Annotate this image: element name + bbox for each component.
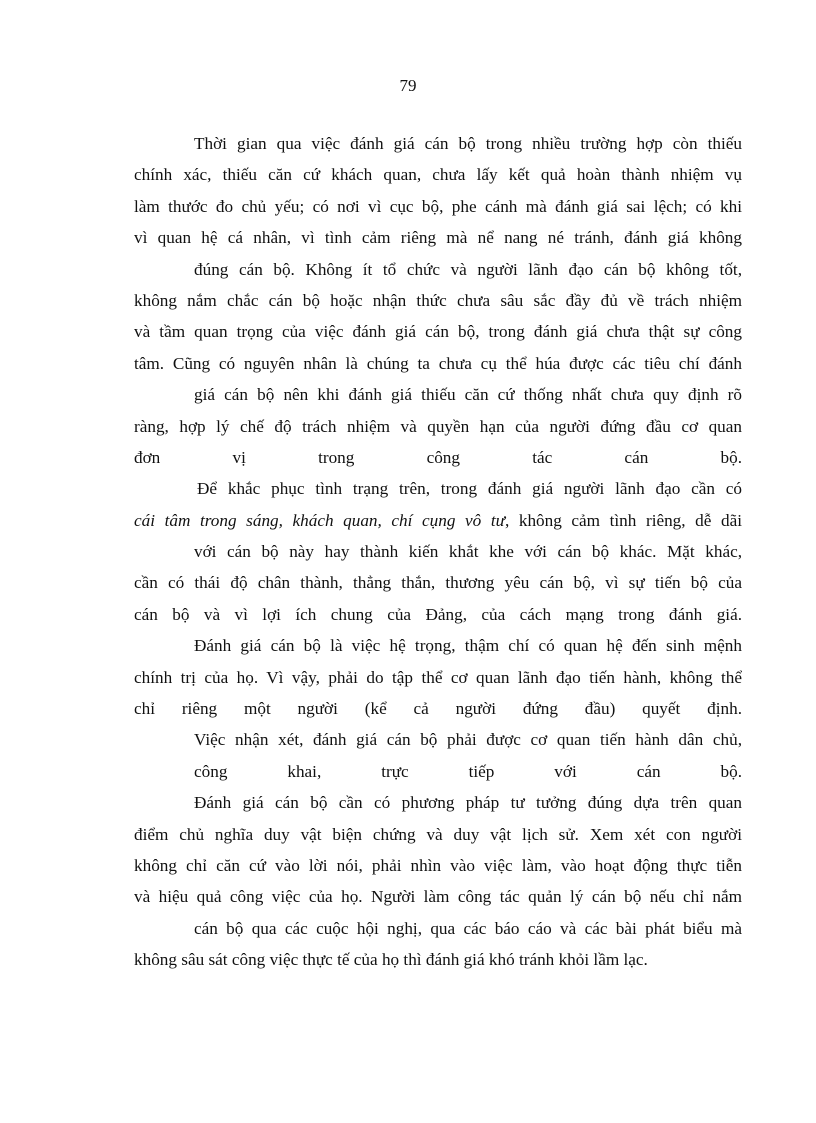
text-line: không nắm chắc cán bộ hoặc nhận thức chưa sâu sắc đầy đủ về trách nhiệm: [134, 290, 742, 310]
text-line: không chỉ căn cứ vào lời nói, phải nhìn vào việc làm, vào hoạt động thực tiễn: [134, 855, 742, 875]
text-line: công khai, trực tiếp với cán bộ.: [194, 761, 742, 781]
text-line: Việc nhận xét, đánh giá cán bộ phải được cơ quan tiến hành dân chủ,: [194, 730, 742, 750]
text-line: Đánh giá cán bộ cần có phương pháp tư tưởng đúng dựa trên quan: [194, 793, 742, 813]
text-line: vì quan hệ cá nhân, vì tình cảm riêng mà nể nang né tránh, đánh giá không: [134, 228, 742, 248]
text-line: điểm chủ nghĩa duy vật biện chứng và duy vật lịch sử. Xem xét con người: [134, 824, 742, 844]
body-text: [134, 128, 742, 976]
text-line: cán bộ qua các cuộc hội nghị, qua các báo cáo và các bài phát biểu mà: [194, 918, 742, 938]
text-line: đơn vị trong công tác cán bộ.: [134, 447, 742, 467]
text-line: làm thước đo chủ yếu; có nơi vì cục bộ, phe cánh mà đánh giá sai lệch; có khi: [134, 196, 742, 216]
text-line: cần có thái độ chân thành, thẳng thắn, thương yêu cán bộ, vì sự tiến bộ của: [134, 573, 742, 593]
text-line: [134, 505, 742, 536]
text-line: Thời gian qua việc đánh giá cán bộ trong nhiều trường hợp còn thiếu: [194, 134, 742, 153]
text-line: và hiệu quả công việc của họ. Người làm công tác quản lý cán bộ nếu chỉ nắm: [134, 887, 742, 907]
text-line: Đánh giá cán bộ là việc hệ trọng, thậm chí có quan hệ đến sinh mệnh: [194, 636, 742, 656]
text-line: Để khắc phục tình trạng trên, trong đánh giá người lãnh đạo cần có: [197, 479, 742, 499]
text-line: không sâu sát công việc thực tế của họ thì đánh giá khó tránh khỏi lầm lạc.: [134, 950, 648, 970]
text-line: chỉ riêng một người (kể cả người đứng đầu) quyết định.: [134, 699, 742, 719]
text-line: giá cán bộ nên khi đánh giá thiếu căn cứ thống nhất chưa quy định rõ: [194, 385, 742, 405]
text-line: cán bộ và vì lợi ích chung của Đảng, của cách mạng trong đánh giá.: [134, 604, 742, 624]
italic-phrase: cái tâm trong sáng, khách quan, chí cụng vô tư: [134, 510, 505, 530]
text-line: đúng cán bộ. Không ít tổ chức và người lãnh đạo cán bộ không tốt,: [194, 259, 742, 279]
text-line: với cán bộ này hay thành kiến khắt khe với cán bộ khác. Mặt khác,: [194, 542, 742, 562]
text-line: và tầm quan trọng của việc đánh giá cán bộ, trong đánh giá chưa thật sự công: [134, 322, 742, 342]
text-line: tâm. Cũng có nguyên nhân là chúng ta chưa cụ thể húa được các tiêu chí đánh: [134, 353, 742, 373]
text-fragment: , không cảm tình riêng, dễ dãi: [504, 510, 742, 530]
text-line: chính trị của họ. Vì vậy, phải do tập thể cơ quan lãnh đạo tiến hành, không thể: [134, 667, 742, 687]
page-number: 79: [399, 76, 417, 95]
text-line: ràng, hợp lý chế độ trách nhiệm và quyền hạn của người đứng đầu cơ quan: [134, 416, 742, 436]
text-line: chính xác, thiếu căn cứ khách quan, chưa lấy kết quả hoàn thành nhiệm vụ: [134, 165, 742, 185]
